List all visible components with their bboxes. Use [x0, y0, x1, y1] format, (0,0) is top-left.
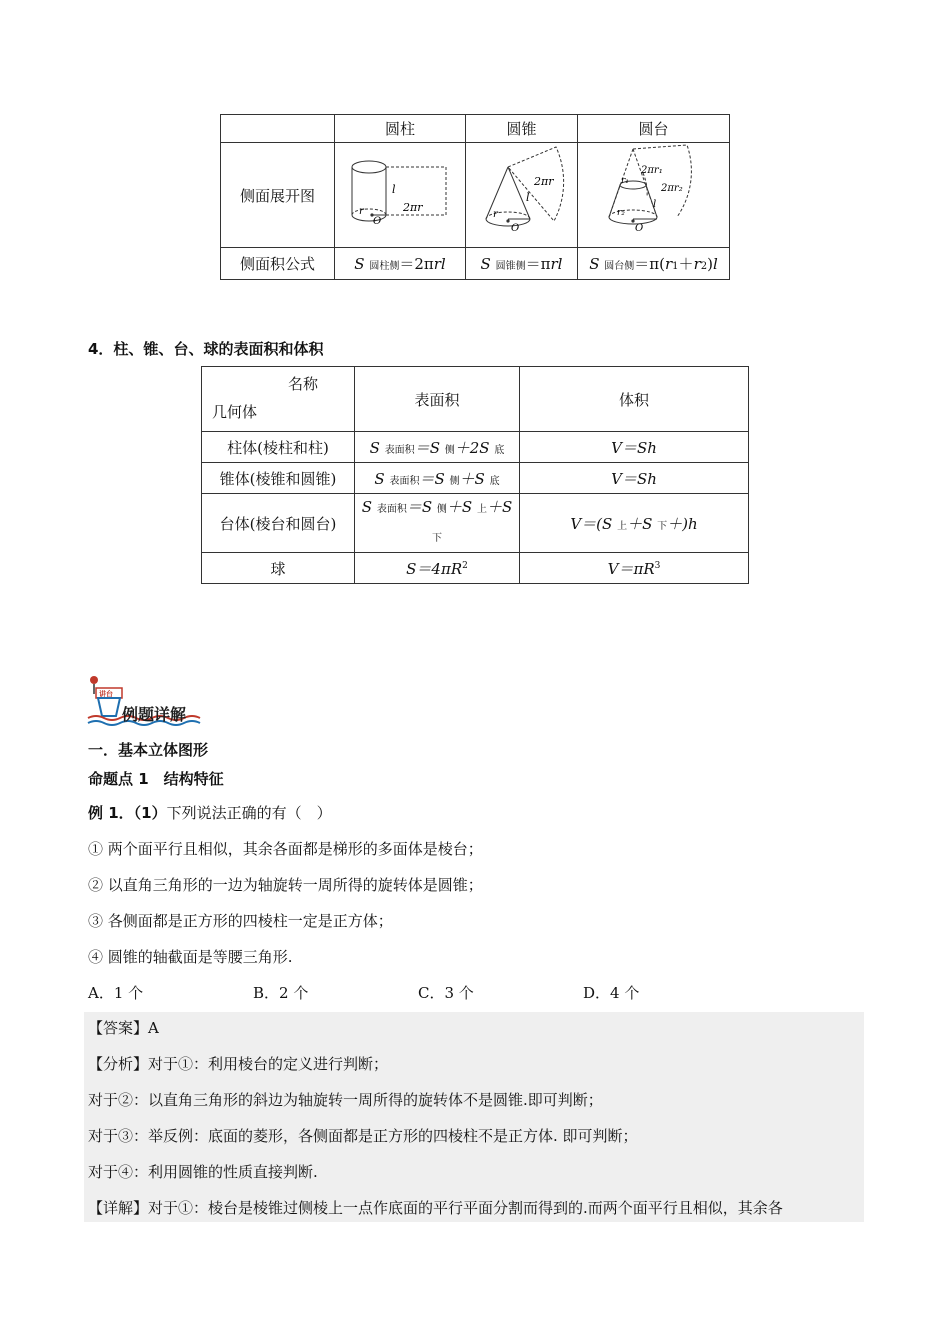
- vol-sub: 上: [617, 520, 628, 532]
- t2-corner: [202, 367, 355, 432]
- area-sup: 2: [462, 560, 468, 571]
- statement-2: ② 以直角三角形的一边为轴旋转一周所得的旋转体是圆锥；: [88, 876, 483, 894]
- t2-row-pyramid-volume: V＝Sh: [520, 463, 749, 494]
- t1-header-frustum: 圆台: [578, 115, 730, 143]
- area-s: S＝4πR: [406, 559, 463, 578]
- area-volume-table: [201, 366, 749, 584]
- t2-row-pyramid-area: [355, 463, 520, 494]
- example-question: 下列说法正确的有（ ）: [166, 804, 332, 822]
- option-b[interactable]: B．2 个: [253, 984, 309, 1002]
- cone-unfold-diagram: [468, 143, 576, 243]
- t2-row-frustum-volume: [520, 494, 749, 553]
- vol-part: V＝πR: [607, 559, 655, 578]
- area-plus: ＋S: [446, 498, 473, 516]
- f-cone-rest: ＝π: [525, 255, 551, 273]
- f-frus-s: S: [589, 255, 600, 273]
- area-eq: ＝S: [419, 469, 445, 488]
- f-frus-r2: r: [693, 255, 701, 273]
- lateral-surface-table: [220, 114, 730, 280]
- f-cyl-var: rl: [433, 255, 446, 273]
- t2-row-prism-area: [355, 432, 520, 463]
- t2-row-frustum-area: [355, 494, 520, 553]
- f-frus-l: l: [712, 255, 718, 273]
- frustum-label-arc1: 2πr₁: [640, 165, 663, 176]
- f-cyl-rest: ＝2π: [399, 255, 434, 273]
- cylinder-unfold-diagram: [337, 143, 463, 243]
- area-sub: 下: [432, 533, 442, 544]
- formula-cylinder: [335, 248, 466, 280]
- f-frus-r1: r: [665, 255, 673, 273]
- t2-row-sphere-volume: [520, 553, 749, 584]
- vol-part: ＋)h: [667, 514, 698, 533]
- t2-row-pyramid-name: 锥体(棱锥和圆锥): [202, 463, 355, 494]
- banner-title: 例题详解: [122, 705, 187, 724]
- area-sub: 侧: [449, 475, 460, 487]
- formula-frustum: [578, 248, 730, 280]
- area-plus: ＋2S: [454, 438, 490, 457]
- formula-cone: [466, 248, 578, 280]
- vol-sub: 下: [657, 520, 668, 532]
- t2-row-prism-name: 柱体(棱柱和柱): [202, 432, 355, 463]
- frustum-unfold-diagram: [579, 143, 729, 243]
- frustum-label-l: l: [652, 199, 656, 210]
- f-cyl-s: S: [354, 255, 365, 273]
- solution-box: [84, 1012, 864, 1222]
- area-sub: 表面积: [389, 475, 420, 487]
- banner-badge: 讲台: [99, 690, 113, 698]
- area-plus: ＋S: [486, 498, 513, 516]
- frustum-unfold-figure: [578, 143, 730, 248]
- f-cone-var: rl: [550, 255, 563, 273]
- area-eq: ＝S: [406, 498, 433, 516]
- cone-label-arc: 2πr: [533, 175, 553, 188]
- area-sub: 底: [494, 444, 505, 456]
- option-d[interactable]: D．4 个: [583, 984, 640, 1002]
- area-sub: 表面积: [384, 444, 415, 456]
- heading-basic-solids: 一．基本立体图形: [88, 741, 209, 759]
- t1-row-label-formula: 侧面积公式: [221, 248, 335, 280]
- analysis-3: 对于③：举反例：底面的菱形，各侧面都是正方形的四棱柱不是正方体. 即可判断；: [88, 1127, 638, 1145]
- cone-unfold-figure: [466, 143, 578, 248]
- statement-4: ④ 圆锥的轴截面是等腰三角形.: [88, 948, 293, 966]
- area-s: S: [361, 498, 373, 516]
- f-frus-sub: 圆台侧: [604, 261, 635, 272]
- f-cone-s: S: [480, 255, 491, 273]
- t1-header-cylinder: 圆柱: [335, 115, 466, 143]
- t2-header-volume: 体积: [520, 367, 749, 432]
- t2-row-prism-volume: V＝Sh: [520, 432, 749, 463]
- heading-proposition: 命题点 1 结构特征: [88, 770, 224, 788]
- option-c[interactable]: C．3 个: [418, 984, 474, 1002]
- frustum-label-arc2: 2πr₂: [660, 183, 683, 194]
- f-cyl-sub: 圆柱侧: [369, 261, 400, 272]
- analysis-line: 【分析】对于①：利用棱台的定义进行判断；: [88, 1055, 389, 1073]
- section-4-title: 4．柱、锥、台、球的表面积和体积: [88, 340, 324, 358]
- area-sub: 侧: [444, 444, 455, 456]
- area-sub: 上: [476, 504, 487, 515]
- t2-row-frustum-name: 台体(棱台和圆台): [202, 494, 355, 553]
- t1-row-label-unfold: 侧面展开图: [221, 143, 335, 248]
- f-frus-plus: ＋: [678, 255, 694, 273]
- analysis-2: 对于②：以直角三角形的斜边为轴旋转一周所得的旋转体不是圆锥.即可判断；: [88, 1091, 603, 1109]
- cone-label-r: r: [492, 209, 498, 220]
- cyl-label-o: O: [373, 216, 382, 227]
- vol-part: ＋S: [627, 514, 653, 533]
- area-eq: ＝S: [414, 438, 440, 457]
- f-frus-one: 1: [672, 261, 679, 272]
- t2-row-sphere-area: [355, 553, 520, 584]
- area-s: S: [369, 438, 380, 457]
- f-frus-rest: ＝π(: [634, 255, 665, 273]
- cyl-label-r: r: [359, 206, 364, 217]
- t1-header-cone: 圆锥: [466, 115, 578, 143]
- vol-sup: 3: [654, 560, 661, 571]
- t1-corner: [221, 115, 335, 143]
- area-plus: ＋S: [459, 469, 485, 488]
- cone-label-o: O: [510, 223, 519, 234]
- f-frus-two: 2: [700, 261, 708, 272]
- frustum-label-r2: r₂: [616, 208, 625, 218]
- statement-1: ① 两个面平行且相似，其余各面都是梯形的多面体是棱台；: [88, 840, 483, 858]
- example-num: （1）: [133, 804, 167, 822]
- answer-line: 【答案】A: [88, 1019, 159, 1037]
- example-1-line: [88, 802, 332, 823]
- example-banner: [86, 672, 210, 728]
- analysis-4: 对于④：利用圆锥的性质直接判断.: [88, 1163, 318, 1181]
- area-sub: 表面积: [376, 504, 407, 515]
- area-sub: 侧: [436, 504, 447, 515]
- cone-label-l: l: [525, 191, 530, 204]
- option-a[interactable]: A．1 个: [88, 984, 144, 1002]
- frustum-label-r1: r₁: [620, 176, 629, 186]
- frustum-label-o: O: [634, 223, 643, 234]
- cyl-label-arc: 2πr: [403, 201, 423, 214]
- area-s: S: [374, 469, 385, 488]
- t2-row-sphere-name: 球: [202, 553, 355, 584]
- area-sub: 底: [489, 475, 500, 487]
- vol-part: V＝(S: [570, 514, 613, 533]
- example-label: 例 1．: [88, 804, 134, 822]
- statement-3: ③ 各侧面都是正方形的四棱柱一定是正方体；: [88, 912, 393, 930]
- cylinder-unfold-figure: [335, 143, 466, 248]
- t2-corner-top: 名称: [288, 375, 319, 393]
- cyl-label-l: l: [392, 183, 396, 196]
- t2-header-area: 表面积: [355, 367, 520, 432]
- f-cone-sub: 圆锥侧: [495, 261, 526, 272]
- t2-corner-bottom: 几何体: [212, 403, 258, 421]
- f-frus-close: ): [707, 255, 713, 273]
- detail-line: 【详解】对于①：棱台是棱锥过侧棱上一点作底面的平行平面分割而得到的.而两个面平行且相似，其余各: [88, 1199, 783, 1217]
